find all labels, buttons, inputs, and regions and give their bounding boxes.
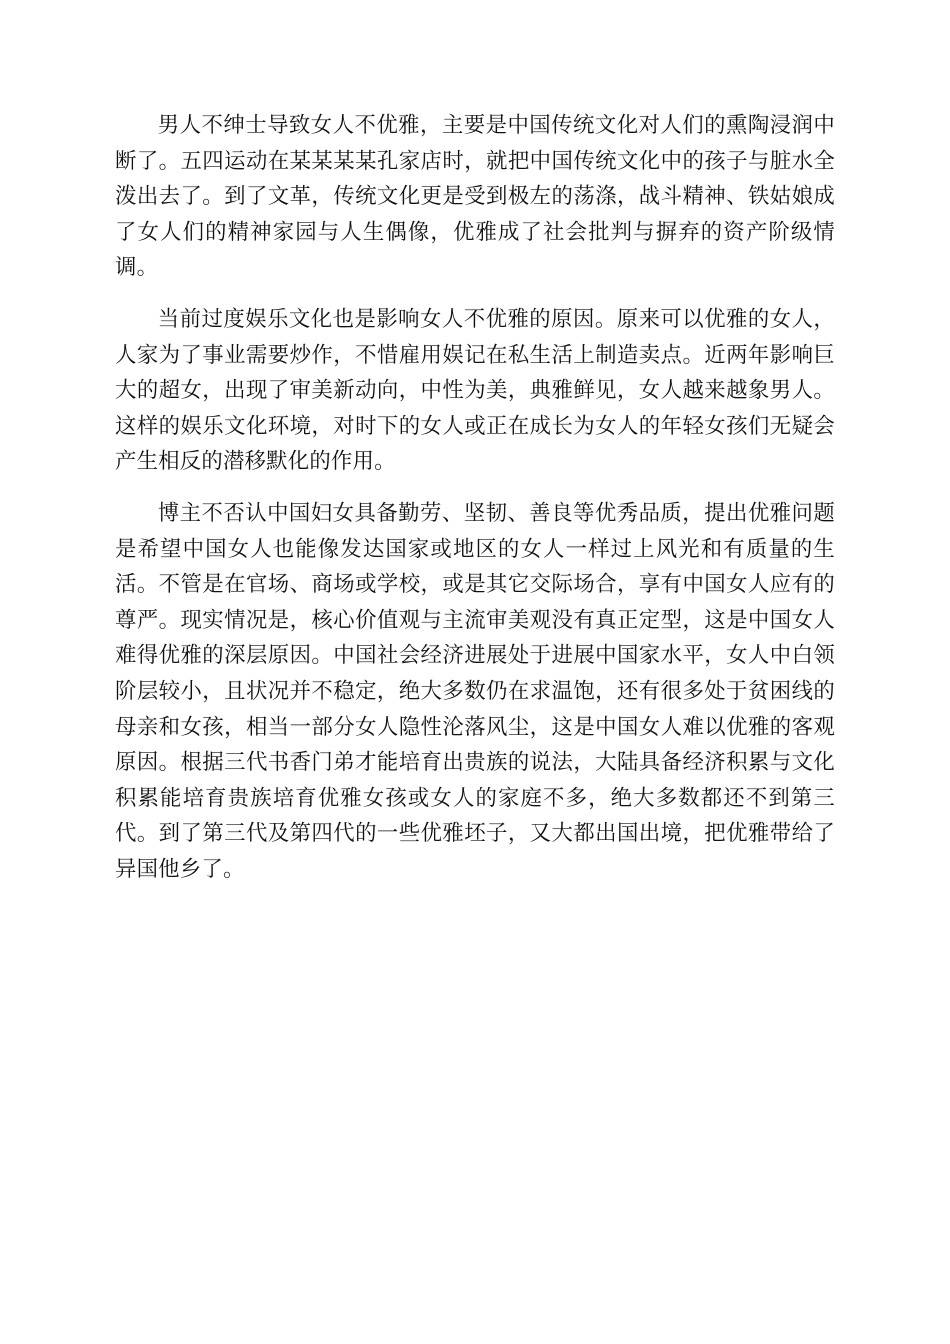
document-body [115,108,835,903]
paragraph-1: 男人不绅士导致女人不优雅，主要是中国传统文化对人们的熏陶浸润中断了。五四运动在某某某某孔家店时，就把中国传统文化中的孩子与脏水全泼出去了。到了文革，传统文化更是受到极左的荡涤，战斗精神、铁姑娘成了女人们的精神家园与人生偶像，优雅成了社会批判与摒弃的资产阶级情调。 [115,113,835,281]
paragraph-3: 博主不否认中国妇女具备勤劳、坚韧、善良等优秀品质，提出优雅问题是希望中国女人也能像发达国家或地区的女人一样过上风光和有质量的生活。不管是在官场、商场或学校，或是其它交际场合，享有中国女人应有的尊严。现实情况是，核心价值观与主流审美观没有真正定型，这是中国女人难得优雅的深层原因。中国社会经济进展处于进展中国家水平，女人中白领阶层较小，且状况并不稳定，绝大多数仍在求温饱，还有很多处于贫困线的母亲和女孩，相当一部分女人隐性沦落风尘，这是中国女人难以优雅的客观原因。根据三代书香门弟才能培育出贵族的说法，大陆具备经济积累与文化积累能培育贵族培育优雅女孩或女人的家庭不多，绝大多数都还不到第三代。到了第三代及第四代的一些优雅坯子，又大都出国出境，把优雅带给了异国他乡了。 [115,500,835,882]
paragraph-2: 当前过度娱乐文化也是影响女人不优雅的原因。原来可以优雅的女人，人家为了事业需要炒作，不惜雇用娱记在私生活上制造卖点。近两年影响巨大的超女，出现了审美新动向，中性为美，典雅鲜见，女人越来越象男人。这样的娱乐文化环境，对时下的女人或正在成长为女人的年轻女孩们无疑会产生相反的潜移默化的作用。 [115,306,835,475]
